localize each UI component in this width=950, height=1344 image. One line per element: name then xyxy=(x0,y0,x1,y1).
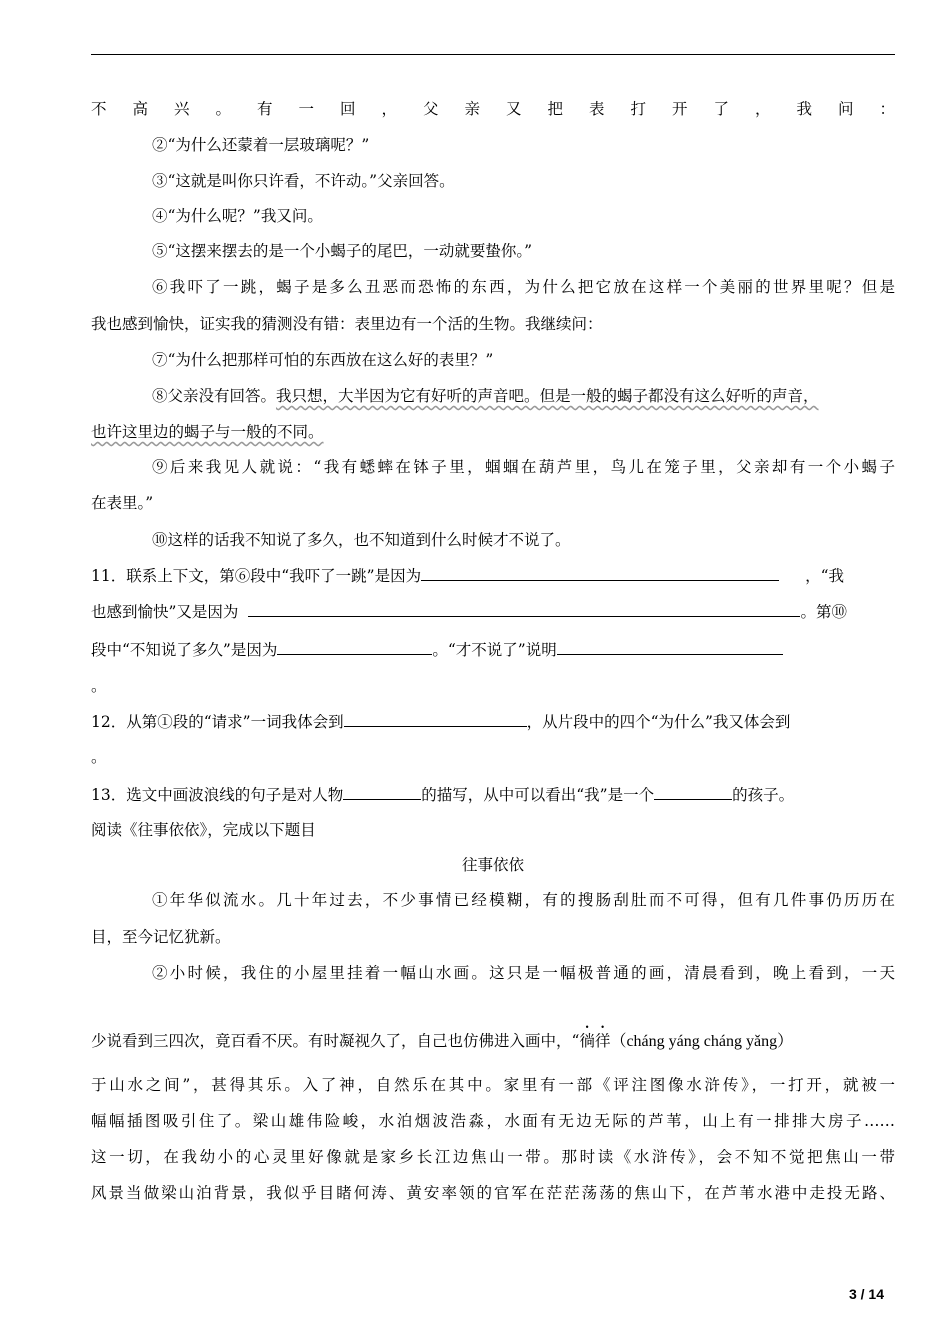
text-line: ⑦“为什么把那样可怕的东西放在这么好的表里？” xyxy=(152,351,494,369)
text-line: 这一切，在我幼小的心灵里好像就是家乡长江边焦山一带。那时读《水浒传》，会不知不觉把焦山一带 xyxy=(91,1148,895,1166)
text-line: 幅幅插图吸引住了。梁山雄伟险峻，水泊烟波浩淼，水面有无边无际的芦苇，山上有一排排大房子…… xyxy=(91,1112,895,1130)
question-text: 12．从第①段的“请求”一词我体会到 xyxy=(91,713,344,731)
question-text: 的描写，从中可以看出“我”是一个 xyxy=(421,786,655,804)
answer-blank[interactable] xyxy=(277,638,432,655)
pinyin-options: （cháng yáng cháng yǎng） xyxy=(610,1033,794,1050)
question-11-end: 。 xyxy=(91,677,107,695)
answer-blank[interactable] xyxy=(344,710,527,727)
text-segment: ⑧父亲没有回答。 xyxy=(152,387,277,405)
text-line xyxy=(152,385,895,407)
question-text: ，“我 xyxy=(805,567,845,585)
text-line: 在表里。” xyxy=(91,494,154,512)
text-line: ⑥我吓了一跳，蝎子是多么丑恶而恐怖的东西，为什么把它放在这样一个美丽的世界里呢？但是 xyxy=(152,278,895,296)
wavy-underlined-sentence: 也许这里边的蝎子与一般的不同。 xyxy=(91,423,324,441)
reading-intro: 阅读《往事依依》，完成以下题目 xyxy=(91,821,316,839)
text-line: ⑨后来我见人就说：“我有蟋蟀在钵子里，蝈蝈在葫芦里，鸟儿在笼子里，父亲却有一个小蝎子 xyxy=(152,458,895,476)
text-line: ②“为什么还蒙着一层玻璃呢？” xyxy=(152,136,370,154)
text-line: ①年华似流水。几十年过去，不少事情已经模糊，有的搜肠刮肚而不可得，但有几件事仍历历在 xyxy=(152,891,895,909)
question-text: 11．联系上下文，第⑥段中“我吓了一跳”是因为 xyxy=(91,567,422,585)
question-11-cont xyxy=(91,638,895,661)
question-13 xyxy=(91,783,895,806)
answer-blank[interactable] xyxy=(421,564,779,581)
text-line: ⑤“这摆来摆去的是一个小蝎子的尾巴，一动就要蛰你。” xyxy=(152,242,533,260)
question-text: 13．选文中画波浪线的句子是对人物 xyxy=(91,786,344,804)
header-rule xyxy=(91,54,895,55)
question-text: 段中“不知说了多久”是因为 xyxy=(91,641,278,659)
question-text: 的孩子。 xyxy=(732,786,795,804)
emphasized-word: 徜徉 xyxy=(579,1032,611,1050)
text-line xyxy=(91,421,895,443)
text-line: 不高兴。有一回，父亲又把表打开了，我问： xyxy=(91,100,895,118)
question-text: ，从片段中的四个“为什么”我又体会到 xyxy=(526,713,791,731)
text-segment: 少说看到三四次，竟百看不厌。有时凝视久了，自己也仿佛进入画中，“ xyxy=(91,1032,580,1050)
question-12 xyxy=(91,710,895,733)
wavy-underlined-sentence: 我只想，大半因为它有好听的声音吧。但是一般的蝎子都没有这么好听的声音， xyxy=(276,387,819,405)
question-text: 。“才不说了”说明 xyxy=(432,641,557,659)
question-text: 也感到愉快”又是因为 xyxy=(91,603,239,621)
answer-blank[interactable] xyxy=(343,783,421,800)
text-line xyxy=(91,1023,895,1053)
question-text: 。第⑩ xyxy=(800,603,847,621)
text-line: ③“这就是叫你只许看，不许动。”父亲回答。 xyxy=(152,172,455,190)
page-number: 3 / 14 xyxy=(848,1286,884,1302)
answer-blank[interactable] xyxy=(654,783,732,800)
answer-blank[interactable] xyxy=(248,600,800,617)
text-line: 风景当做梁山泊背景，我似乎目睹何涛、黄安率领的官军在茫茫荡荡的焦山下，在芦苇水港中走投无路、 xyxy=(91,1184,895,1202)
text-line: 于山水之间”，甚得其乐。入了神，自然乐在其中。家里有一部《评注图像水浒传》，一打开，就被一 xyxy=(91,1076,895,1094)
text-line: ⑩这样的话我不知说了多久，也不知道到什么时候才不说了。 xyxy=(152,531,571,549)
passage-title: 往事依依 xyxy=(461,856,524,874)
answer-blank[interactable] xyxy=(557,638,783,655)
text-line: 我也感到愉快，证实我的猜测没有错：表里边有一个活的生物。我继续问： xyxy=(91,315,603,333)
text-line: 目，至今记忆犹新。 xyxy=(91,928,231,946)
text-line: ②小时候，我住的小屋里挂着一幅山水画。这只是一幅极普通的画，清晨看到，晚上看到，一天 xyxy=(152,964,895,982)
question-11 xyxy=(91,564,895,587)
question-12-end: 。 xyxy=(91,748,107,766)
text-line: ④“为什么呢？”我又问。 xyxy=(152,207,323,225)
question-11-cont xyxy=(91,600,895,623)
